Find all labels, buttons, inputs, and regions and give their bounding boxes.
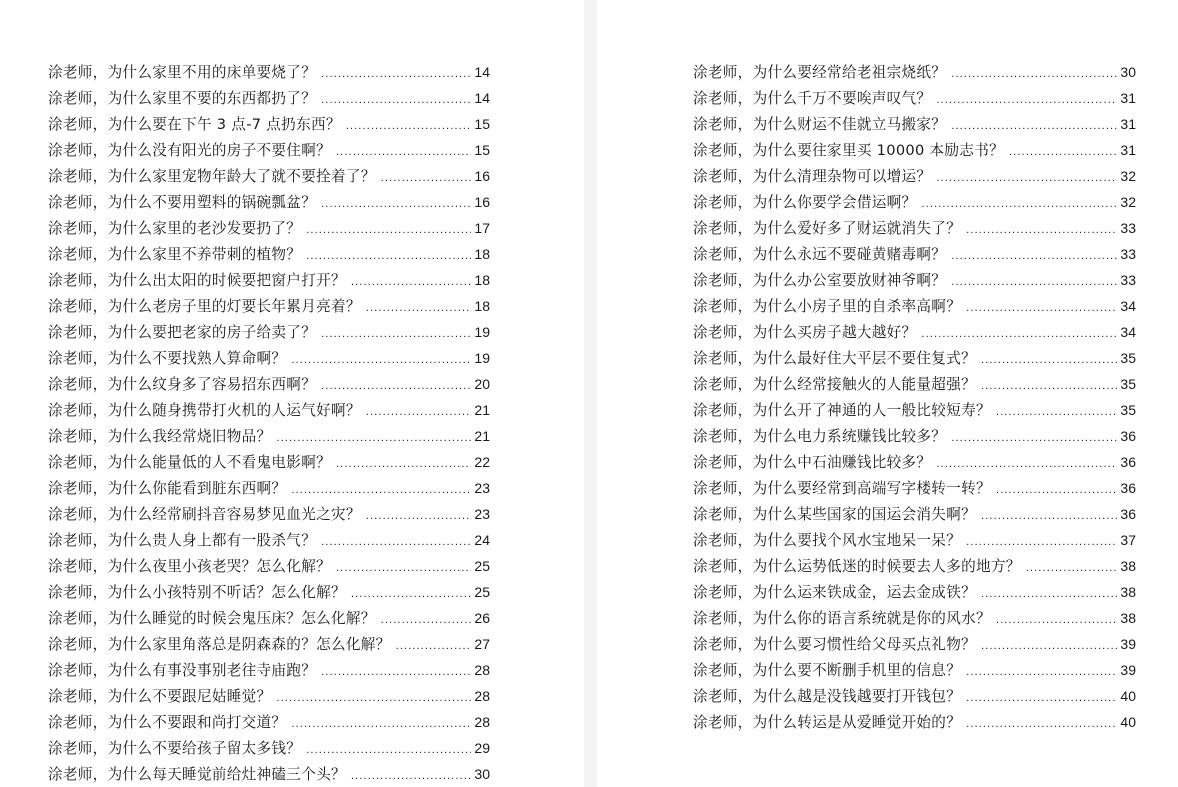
toc-entry-title: 涂老师，为什么有事没事别老往寺庙跑？ [48, 662, 317, 679]
dot-leader [981, 374, 1117, 400]
toc-entry[interactable] [693, 397, 1136, 423]
dot-leader [951, 244, 1117, 270]
toc-entry-page-number: 38 [1120, 610, 1136, 626]
toc-entry-title: 涂老师，为什么不要用塑料的锅碗瓢盆？ [48, 194, 317, 211]
dot-leader [966, 660, 1117, 686]
toc-entry-title: 涂老师，为什么夜里小孩老哭？怎么化解？ [48, 558, 331, 575]
dot-leader [996, 608, 1118, 634]
toc-entry[interactable] [693, 345, 1136, 371]
toc-entry-page-number: 28 [474, 714, 490, 730]
toc-entry-title: 涂老师，为什么要经常到高端写字楼转一转？ [693, 480, 991, 497]
toc-entry[interactable] [693, 553, 1136, 579]
toc-entry[interactable] [693, 111, 1136, 137]
dot-leader [936, 166, 1117, 192]
dot-leader [381, 608, 472, 634]
toc-entry-title: 涂老师，为什么电力系统赚钱比较多？ [693, 428, 947, 445]
dot-leader [981, 582, 1117, 608]
toc-entry-page-number: 39 [1120, 662, 1136, 678]
toc-entry-title: 涂老师，为什么经常刷抖音容易梦见血光之灾？ [48, 506, 361, 523]
toc-entry[interactable] [48, 683, 490, 709]
dot-leader [966, 218, 1117, 244]
toc-entry[interactable] [693, 501, 1136, 527]
toc-entry-title: 涂老师，为什么永远不要碰黄赌毒啊？ [693, 246, 947, 263]
toc-entry-title: 涂老师，为什么家里宠物年龄大了就不要拴着了？ [48, 168, 376, 185]
toc-entry-title: 涂老师，为什么转运是从爱睡觉开始的？ [693, 714, 962, 731]
toc-entry[interactable] [48, 579, 490, 605]
right-page [597, 0, 1178, 787]
dot-leader [321, 660, 471, 686]
dot-leader [321, 62, 471, 88]
toc-entry-title: 涂老师，为什么运来铁成金，运去金成铁？ [693, 584, 976, 601]
dot-leader [966, 686, 1117, 712]
toc-entry[interactable] [693, 605, 1136, 631]
toc-entry-page-number: 33 [1120, 246, 1136, 262]
toc-entry-page-number: 34 [1120, 298, 1136, 314]
toc-entry-title: 涂老师，为什么你的语言系统就是你的风水？ [693, 610, 991, 627]
toc-entry[interactable] [693, 59, 1136, 85]
toc-entry[interactable] [48, 345, 490, 371]
toc-entry-title: 涂老师，为什么要习惯性给父母买点礼物？ [693, 636, 976, 653]
toc-entry-page-number: 36 [1120, 506, 1136, 522]
left-page [0, 0, 584, 787]
toc-entry[interactable] [693, 163, 1136, 189]
toc-entry-title: 涂老师，为什么随身携带打火机的人运气好啊？ [48, 402, 361, 419]
toc-entry-title: 涂老师，为什么办公室要放财神爷啊？ [693, 272, 947, 289]
toc-entry[interactable] [48, 605, 490, 631]
toc-entry[interactable] [48, 761, 490, 787]
dot-leader [306, 218, 471, 244]
dot-leader [366, 400, 472, 426]
toc-entry[interactable] [693, 215, 1136, 241]
dot-leader [276, 686, 471, 712]
toc-entry-page-number: 31 [1120, 116, 1136, 132]
dot-leader [951, 114, 1117, 140]
toc-entry-page-number: 21 [474, 428, 490, 444]
toc-entry-title: 涂老师，为什么小房子里的自杀率高啊？ [693, 298, 962, 315]
dot-leader [306, 244, 471, 270]
dot-leader [981, 348, 1117, 374]
toc-entry[interactable] [48, 163, 490, 189]
toc-entry-page-number: 25 [474, 584, 490, 600]
toc-entry[interactable] [48, 59, 490, 85]
toc-entry-title: 涂老师，为什么家里不养带刺的植物？ [48, 246, 302, 263]
toc-entry[interactable] [693, 267, 1136, 293]
toc-entry-page-number: 25 [474, 558, 490, 574]
dot-leader [336, 140, 471, 166]
dot-leader [996, 478, 1118, 504]
dot-leader [336, 452, 471, 478]
toc-entry-page-number: 28 [474, 662, 490, 678]
toc-entry[interactable] [48, 657, 490, 683]
toc-entry[interactable] [693, 709, 1136, 735]
toc-entry[interactable] [693, 85, 1136, 111]
dot-leader [966, 296, 1117, 322]
toc-entry-title: 涂老师，为什么爱好多了财运就消失了？ [693, 220, 962, 237]
toc-entry[interactable] [693, 657, 1136, 683]
toc-entry-page-number: 30 [474, 766, 490, 782]
toc-entry[interactable] [48, 85, 490, 111]
toc-entry[interactable] [48, 553, 490, 579]
toc-entry[interactable] [693, 293, 1136, 319]
toc-entry-page-number: 20 [474, 376, 490, 392]
toc-entry-page-number: 37 [1120, 532, 1136, 548]
toc-entry[interactable] [48, 735, 490, 761]
toc-entry-title: 涂老师，为什么家里的老沙发要扔了？ [48, 220, 302, 237]
toc-entry-page-number: 23 [474, 506, 490, 522]
toc-entry[interactable] [693, 449, 1136, 475]
dot-leader [351, 582, 472, 608]
toc-entry-page-number: 33 [1120, 272, 1136, 288]
toc-entry[interactable] [693, 319, 1136, 345]
toc-entry[interactable] [48, 501, 490, 527]
toc-list-left [48, 59, 490, 787]
dot-leader [1026, 556, 1118, 582]
toc-entry-title: 涂老师，为什么千万不要唉声叹气？ [693, 90, 932, 107]
dot-leader [981, 634, 1117, 660]
toc-entry[interactable] [48, 423, 490, 449]
dot-leader [951, 62, 1117, 88]
toc-entry-page-number: 30 [1120, 64, 1136, 80]
dot-leader [936, 452, 1117, 478]
dot-leader [351, 764, 472, 787]
dot-leader [366, 504, 472, 530]
toc-entry-title: 涂老师，为什么开了神通的人一般比较短寿？ [693, 402, 991, 419]
toc-entry[interactable] [693, 241, 1136, 267]
toc-entry[interactable] [48, 397, 490, 423]
toc-entry-title: 涂老师，为什么要找个风水宝地呆一呆？ [693, 532, 962, 549]
toc-entry-page-number: 14 [474, 90, 490, 106]
toc-entry-page-number: 22 [474, 454, 490, 470]
toc-list-right [693, 59, 1136, 735]
toc-entry[interactable] [48, 111, 490, 137]
toc-entry-title: 涂老师，为什么某些国家的国运会消失啊？ [693, 506, 976, 523]
toc-entry-title: 涂老师，为什么要经常给老祖宗烧纸？ [693, 64, 947, 81]
toc-entry[interactable] [48, 631, 490, 657]
dot-leader [396, 634, 472, 660]
dot-leader [951, 270, 1117, 296]
toc-entry[interactable] [48, 319, 490, 345]
dot-leader [351, 270, 472, 296]
toc-entry-title: 涂老师，为什么家里不用的床单要烧了？ [48, 64, 317, 81]
toc-entry-title: 涂老师，为什么能量低的人不看鬼电影啊？ [48, 454, 331, 471]
toc-entry-title: 涂老师，为什么你能看到脏东西啊？ [48, 480, 287, 497]
toc-entry-page-number: 31 [1120, 90, 1136, 106]
dot-leader [346, 114, 472, 140]
dot-leader [921, 192, 1117, 218]
toc-entry[interactable] [693, 631, 1136, 657]
toc-entry-page-number: 16 [474, 168, 490, 184]
toc-entry-title: 涂老师，为什么没有阳光的房子不要住啊？ [48, 142, 331, 159]
toc-entry-title: 涂老师，为什么我经常烧旧物品？ [48, 428, 272, 445]
toc-entry[interactable] [48, 241, 490, 267]
toc-entry-page-number: 19 [474, 350, 490, 366]
toc-entry-title: 涂老师，为什么不要跟和尚打交道？ [48, 714, 287, 731]
toc-entry-page-number: 18 [474, 272, 490, 288]
toc-entry-page-number: 27 [474, 636, 490, 652]
dot-leader [291, 712, 471, 738]
toc-entry-title: 涂老师，为什么每天睡觉前给灶神磕三个头？ [48, 766, 346, 783]
toc-entry-page-number: 15 [474, 116, 490, 132]
dot-leader [321, 192, 471, 218]
toc-entry-page-number: 35 [1120, 350, 1136, 366]
toc-entry-title: 涂老师，为什么睡觉的时候会鬼压床？怎么化解？ [48, 610, 376, 627]
dot-leader [1009, 140, 1117, 166]
toc-entry[interactable] [48, 709, 490, 735]
dot-leader [981, 504, 1117, 530]
toc-entry-page-number: 36 [1120, 480, 1136, 496]
toc-entry-title: 涂老师，为什么最好住大平层不要住复式？ [693, 350, 976, 367]
toc-entry[interactable] [693, 683, 1136, 709]
toc-entry-page-number: 38 [1120, 558, 1136, 574]
toc-entry[interactable] [48, 293, 490, 319]
toc-entry[interactable] [48, 137, 490, 163]
toc-entry-page-number: 31 [1120, 142, 1136, 158]
toc-entry-page-number: 17 [474, 220, 490, 236]
dot-leader [996, 400, 1118, 426]
toc-entry-page-number: 24 [474, 532, 490, 548]
toc-entry-title: 涂老师，为什么贵人身上都有一股杀气？ [48, 532, 317, 549]
toc-entry-page-number: 16 [474, 194, 490, 210]
toc-entry[interactable] [693, 189, 1136, 215]
toc-entry-page-number: 34 [1120, 324, 1136, 340]
dot-leader [306, 738, 471, 764]
toc-entry-page-number: 29 [474, 740, 490, 756]
toc-entry-title: 涂老师，为什么要把老家的房子给卖了？ [48, 324, 317, 341]
toc-entry[interactable] [48, 215, 490, 241]
toc-entry-title: 涂老师，为什么家里不要的东西都扔了？ [48, 90, 317, 107]
toc-entry-title: 涂老师，为什么要在下午 3 点-7 点扔东西？ [48, 116, 341, 133]
toc-entry-title: 涂老师，为什么要往家里买 10000 本励志书？ [693, 142, 1004, 159]
toc-entry-title: 涂老师，为什么出太阳的时候要把窗户打开？ [48, 272, 346, 289]
dot-leader [321, 88, 471, 114]
toc-entry[interactable] [48, 267, 490, 293]
toc-entry[interactable] [48, 189, 490, 215]
toc-entry-title: 涂老师，为什么老房子里的灯要长年累月亮着？ [48, 298, 361, 315]
toc-entry-title: 涂老师，为什么要不断删手机里的信息？ [693, 662, 962, 679]
toc-entry-page-number: 35 [1120, 376, 1136, 392]
toc-entry[interactable] [48, 371, 490, 397]
toc-entry-title: 涂老师，为什么小孩特别不听话？怎么化解？ [48, 584, 346, 601]
dot-leader [366, 296, 472, 322]
toc-entry[interactable] [48, 527, 490, 553]
toc-entry-title: 涂老师，为什么清理杂物可以增运？ [693, 168, 932, 185]
dot-leader [936, 88, 1117, 114]
toc-entry[interactable] [48, 475, 490, 501]
toc-entry[interactable] [693, 475, 1136, 501]
dot-leader [276, 426, 471, 452]
toc-entry-title: 涂老师，为什么不要跟尼姑睡觉？ [48, 688, 272, 705]
toc-entry-title: 涂老师，为什么不要给孩子留太多钱？ [48, 740, 302, 757]
toc-entry-page-number: 35 [1120, 402, 1136, 418]
dot-leader [321, 322, 471, 348]
dot-leader [966, 530, 1117, 556]
dot-leader [336, 556, 471, 582]
toc-entry-title: 涂老师，为什么不要找熟人算命啊？ [48, 350, 287, 367]
dot-leader [951, 426, 1117, 452]
toc-entry[interactable] [693, 527, 1136, 553]
dot-leader [966, 712, 1117, 738]
toc-entry-page-number: 32 [1120, 194, 1136, 210]
toc-entry-page-number: 19 [474, 324, 490, 340]
toc-entry-page-number: 26 [474, 610, 490, 626]
toc-entry-page-number: 40 [1120, 714, 1136, 730]
toc-entry-page-number: 14 [474, 64, 490, 80]
toc-entry-title: 涂老师，为什么你要学会借运啊？ [693, 194, 917, 211]
toc-entry-page-number: 32 [1120, 168, 1136, 184]
toc-entry-page-number: 40 [1120, 688, 1136, 704]
toc-entry[interactable] [693, 137, 1136, 163]
toc-entry-title: 涂老师，为什么经常接触火的人能量超强？ [693, 376, 976, 393]
toc-entry-title: 涂老师，为什么买房子越大越好？ [693, 324, 917, 341]
toc-entry[interactable] [693, 371, 1136, 397]
toc-entry-page-number: 18 [474, 246, 490, 262]
toc-entry-title: 涂老师，为什么越是没钱越要打开钱包？ [693, 688, 962, 705]
dot-leader [321, 530, 471, 556]
toc-entry-page-number: 38 [1120, 584, 1136, 600]
toc-entry-page-number: 15 [474, 142, 490, 158]
toc-entry-page-number: 21 [474, 402, 490, 418]
toc-entry-page-number: 28 [474, 688, 490, 704]
toc-entry-page-number: 33 [1120, 220, 1136, 236]
toc-entry[interactable] [48, 449, 490, 475]
toc-entry[interactable] [693, 579, 1136, 605]
toc-entry-title: 涂老师，为什么纹身多了容易招东西啊？ [48, 376, 317, 393]
dot-leader [321, 374, 471, 400]
toc-entry-page-number: 36 [1120, 454, 1136, 470]
toc-entry-title: 涂老师，为什么家里角落总是阴森森的？怎么化解？ [48, 636, 391, 653]
dot-leader [921, 322, 1117, 348]
toc-entry-title: 涂老师，为什么运势低迷的时候要去人多的地方？ [693, 558, 1021, 575]
dot-leader [381, 166, 472, 192]
toc-entry-page-number: 18 [474, 298, 490, 314]
toc-entry[interactable] [693, 423, 1136, 449]
toc-entry-title: 涂老师，为什么财运不佳就立马搬家？ [693, 116, 947, 133]
dot-leader [291, 478, 471, 504]
toc-entry-title: 涂老师，为什么中石油赚钱比较多？ [693, 454, 932, 471]
toc-entry-page-number: 39 [1120, 636, 1136, 652]
dot-leader [291, 348, 471, 374]
toc-entry-page-number: 23 [474, 480, 490, 496]
toc-entry-page-number: 36 [1120, 428, 1136, 444]
